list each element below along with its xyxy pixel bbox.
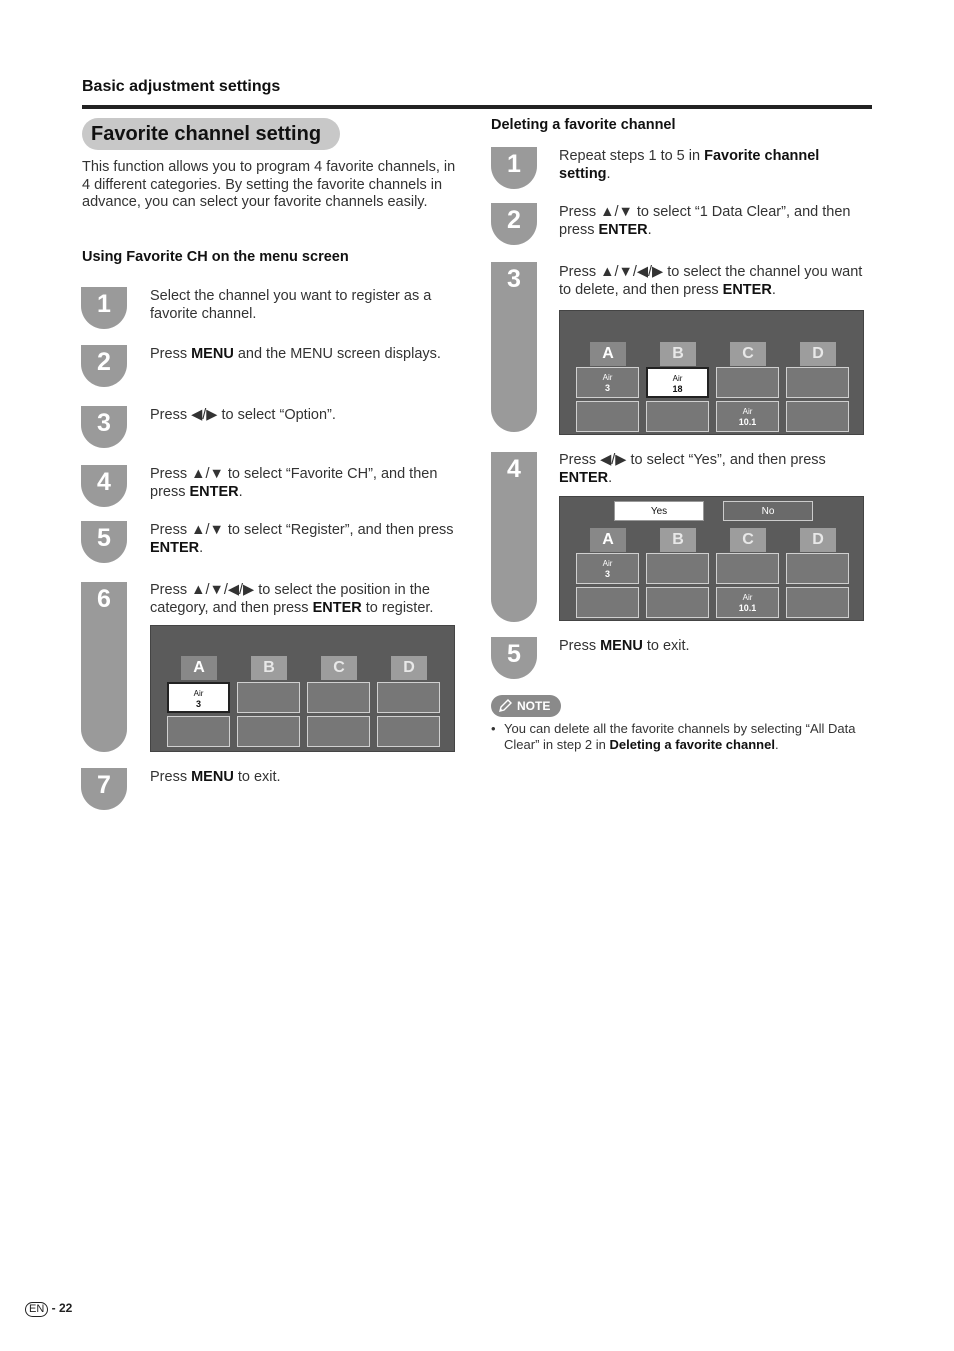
tab-c[interactable]: C bbox=[730, 528, 766, 552]
arrow-keys-icon: ▲/▼ bbox=[600, 204, 633, 220]
yes-button[interactable]: Yes bbox=[614, 501, 704, 521]
right-step-5-text: Press MENU to exit. bbox=[559, 638, 690, 654]
language-badge: EN bbox=[25, 1302, 48, 1317]
channel-slot[interactable] bbox=[786, 401, 849, 432]
left-step-1-text: Select the channel you want to register as a favorite channel. bbox=[150, 288, 432, 322]
left-step-2-text: Press MENU and the MENU screen displays. bbox=[150, 346, 441, 362]
channel-slot-selected[interactable]: Air 18 bbox=[646, 367, 709, 398]
left-step-6-text: Press ▲/▼/◀/▶ to select the position in the category, and then press ENTER to register. bbox=[150, 582, 434, 616]
channel-slot[interactable]: Air 3 bbox=[167, 682, 230, 713]
section-header: Basic adjustment settings bbox=[82, 78, 281, 95]
tab-d[interactable]: D bbox=[391, 656, 427, 680]
right-step-1-text: Repeat steps 1 to 5 in Favorite channel setting. bbox=[559, 148, 820, 182]
right-step-3-text: Press ▲/▼/◀/▶ to select the channel you want to delete, and then press ENTER. bbox=[559, 264, 863, 298]
favorite-register-screen bbox=[150, 625, 455, 752]
tab-d[interactable]: D bbox=[800, 528, 836, 552]
channel-slot[interactable] bbox=[307, 716, 370, 747]
arrow-keys-icon: ▲/▼ bbox=[191, 466, 224, 482]
page-footer bbox=[25, 1301, 72, 1317]
tab-a[interactable]: A bbox=[590, 342, 626, 366]
channel-slot[interactable] bbox=[646, 587, 709, 618]
tab-a[interactable]: A bbox=[590, 528, 626, 552]
channel-slot[interactable] bbox=[377, 682, 440, 713]
right-step-4-text: Press ◀/▶ to select “Yes”, and then press ENTER. bbox=[559, 452, 826, 486]
left-step-2-number: 2 bbox=[81, 345, 127, 387]
right-step-3-number: 3 bbox=[491, 262, 537, 432]
channel-slot[interactable] bbox=[307, 682, 370, 713]
left-step-1-number: 1 bbox=[81, 287, 127, 329]
arrow-keys-icon: ◀/▶ bbox=[600, 452, 627, 468]
bullet: • bbox=[491, 721, 496, 736]
left-step-7-text: Press MENU to exit. bbox=[150, 769, 281, 785]
right-step-2-text: Press ▲/▼ to select “1 Data Clear”, and then press ENTER. bbox=[559, 204, 851, 238]
left-step-3-number: 3 bbox=[81, 406, 127, 448]
channel-slot[interactable]: Air 3 bbox=[576, 553, 639, 584]
channel-slot[interactable] bbox=[786, 367, 849, 398]
left-subhead: Using Favorite CH on the menu screen bbox=[82, 249, 349, 265]
left-step-3-text: Press ◀/▶ to select “Option”. bbox=[150, 407, 336, 423]
note-text: • You can delete all the favorite channels by selecting “All Data Clear” in step 2 in Deleting a favorite channel. bbox=[491, 721, 856, 752]
delete-confirm-screen bbox=[559, 496, 864, 621]
tab-d[interactable]: D bbox=[800, 342, 836, 366]
channel-slot[interactable] bbox=[716, 553, 779, 584]
channel-slot[interactable] bbox=[167, 716, 230, 747]
no-button[interactable]: No bbox=[723, 501, 813, 521]
right-step-2-number: 2 bbox=[491, 203, 537, 245]
page-title: Favorite channel setting bbox=[82, 118, 340, 150]
channel-slot[interactable] bbox=[646, 401, 709, 432]
channel-slot[interactable] bbox=[786, 553, 849, 584]
left-step-7-number: 7 bbox=[81, 768, 127, 810]
tab-a[interactable]: A bbox=[181, 656, 217, 680]
tab-c[interactable]: C bbox=[321, 656, 357, 680]
tab-b[interactable]: B bbox=[660, 342, 696, 366]
left-step-5-number: 5 bbox=[81, 521, 127, 563]
right-step-1-number: 1 bbox=[491, 147, 537, 189]
left-step-4-text: Press ▲/▼ to select “Favorite CH”, and then press ENTER. bbox=[150, 466, 438, 500]
right-step-5-number: 5 bbox=[491, 637, 537, 679]
tab-c[interactable]: C bbox=[730, 342, 766, 366]
left-step-4-number: 4 bbox=[81, 465, 127, 507]
channel-slot[interactable]: Air 10.1 bbox=[716, 401, 779, 432]
right-step-4-number: 4 bbox=[491, 452, 537, 622]
channel-slot[interactable] bbox=[716, 367, 779, 398]
left-step-6-number: 6 bbox=[81, 582, 127, 752]
channel-slot[interactable] bbox=[786, 587, 849, 618]
channel-slot[interactable] bbox=[646, 553, 709, 584]
arrow-keys-icon: ▲/▼ bbox=[191, 522, 224, 538]
channel-slot[interactable]: Air 10.1 bbox=[716, 587, 779, 618]
pencil-icon bbox=[497, 698, 513, 714]
tab-b[interactable]: B bbox=[660, 528, 696, 552]
tab-b[interactable]: B bbox=[251, 656, 287, 680]
right-subhead: Deleting a favorite channel bbox=[491, 117, 676, 133]
header-rule bbox=[82, 105, 872, 109]
left-step-5-text: Press ▲/▼ to select “Register”, and then press ENTER. bbox=[150, 522, 454, 556]
channel-slot[interactable] bbox=[237, 682, 300, 713]
arrow-keys-icon: ▲/▼/◀/▶ bbox=[600, 264, 664, 280]
arrow-keys-icon: ▲/▼/◀/▶ bbox=[191, 582, 255, 598]
note-badge: NOTE bbox=[491, 695, 561, 717]
intro-paragraph: This function allows you to program 4 favorite channels, in 4 different categories. By setting the favorite channels in advance, you can select your favorite channels easily. bbox=[82, 159, 456, 210]
channel-slot[interactable]: Air 3 bbox=[576, 367, 639, 398]
channel-slot[interactable] bbox=[377, 716, 440, 747]
channel-slot[interactable] bbox=[237, 716, 300, 747]
channel-slot[interactable] bbox=[576, 401, 639, 432]
page-number: - 22 bbox=[51, 1301, 73, 1315]
channel-slot[interactable] bbox=[576, 587, 639, 618]
arrow-keys-icon: ◀/▶ bbox=[191, 407, 218, 423]
delete-select-screen bbox=[559, 310, 864, 435]
